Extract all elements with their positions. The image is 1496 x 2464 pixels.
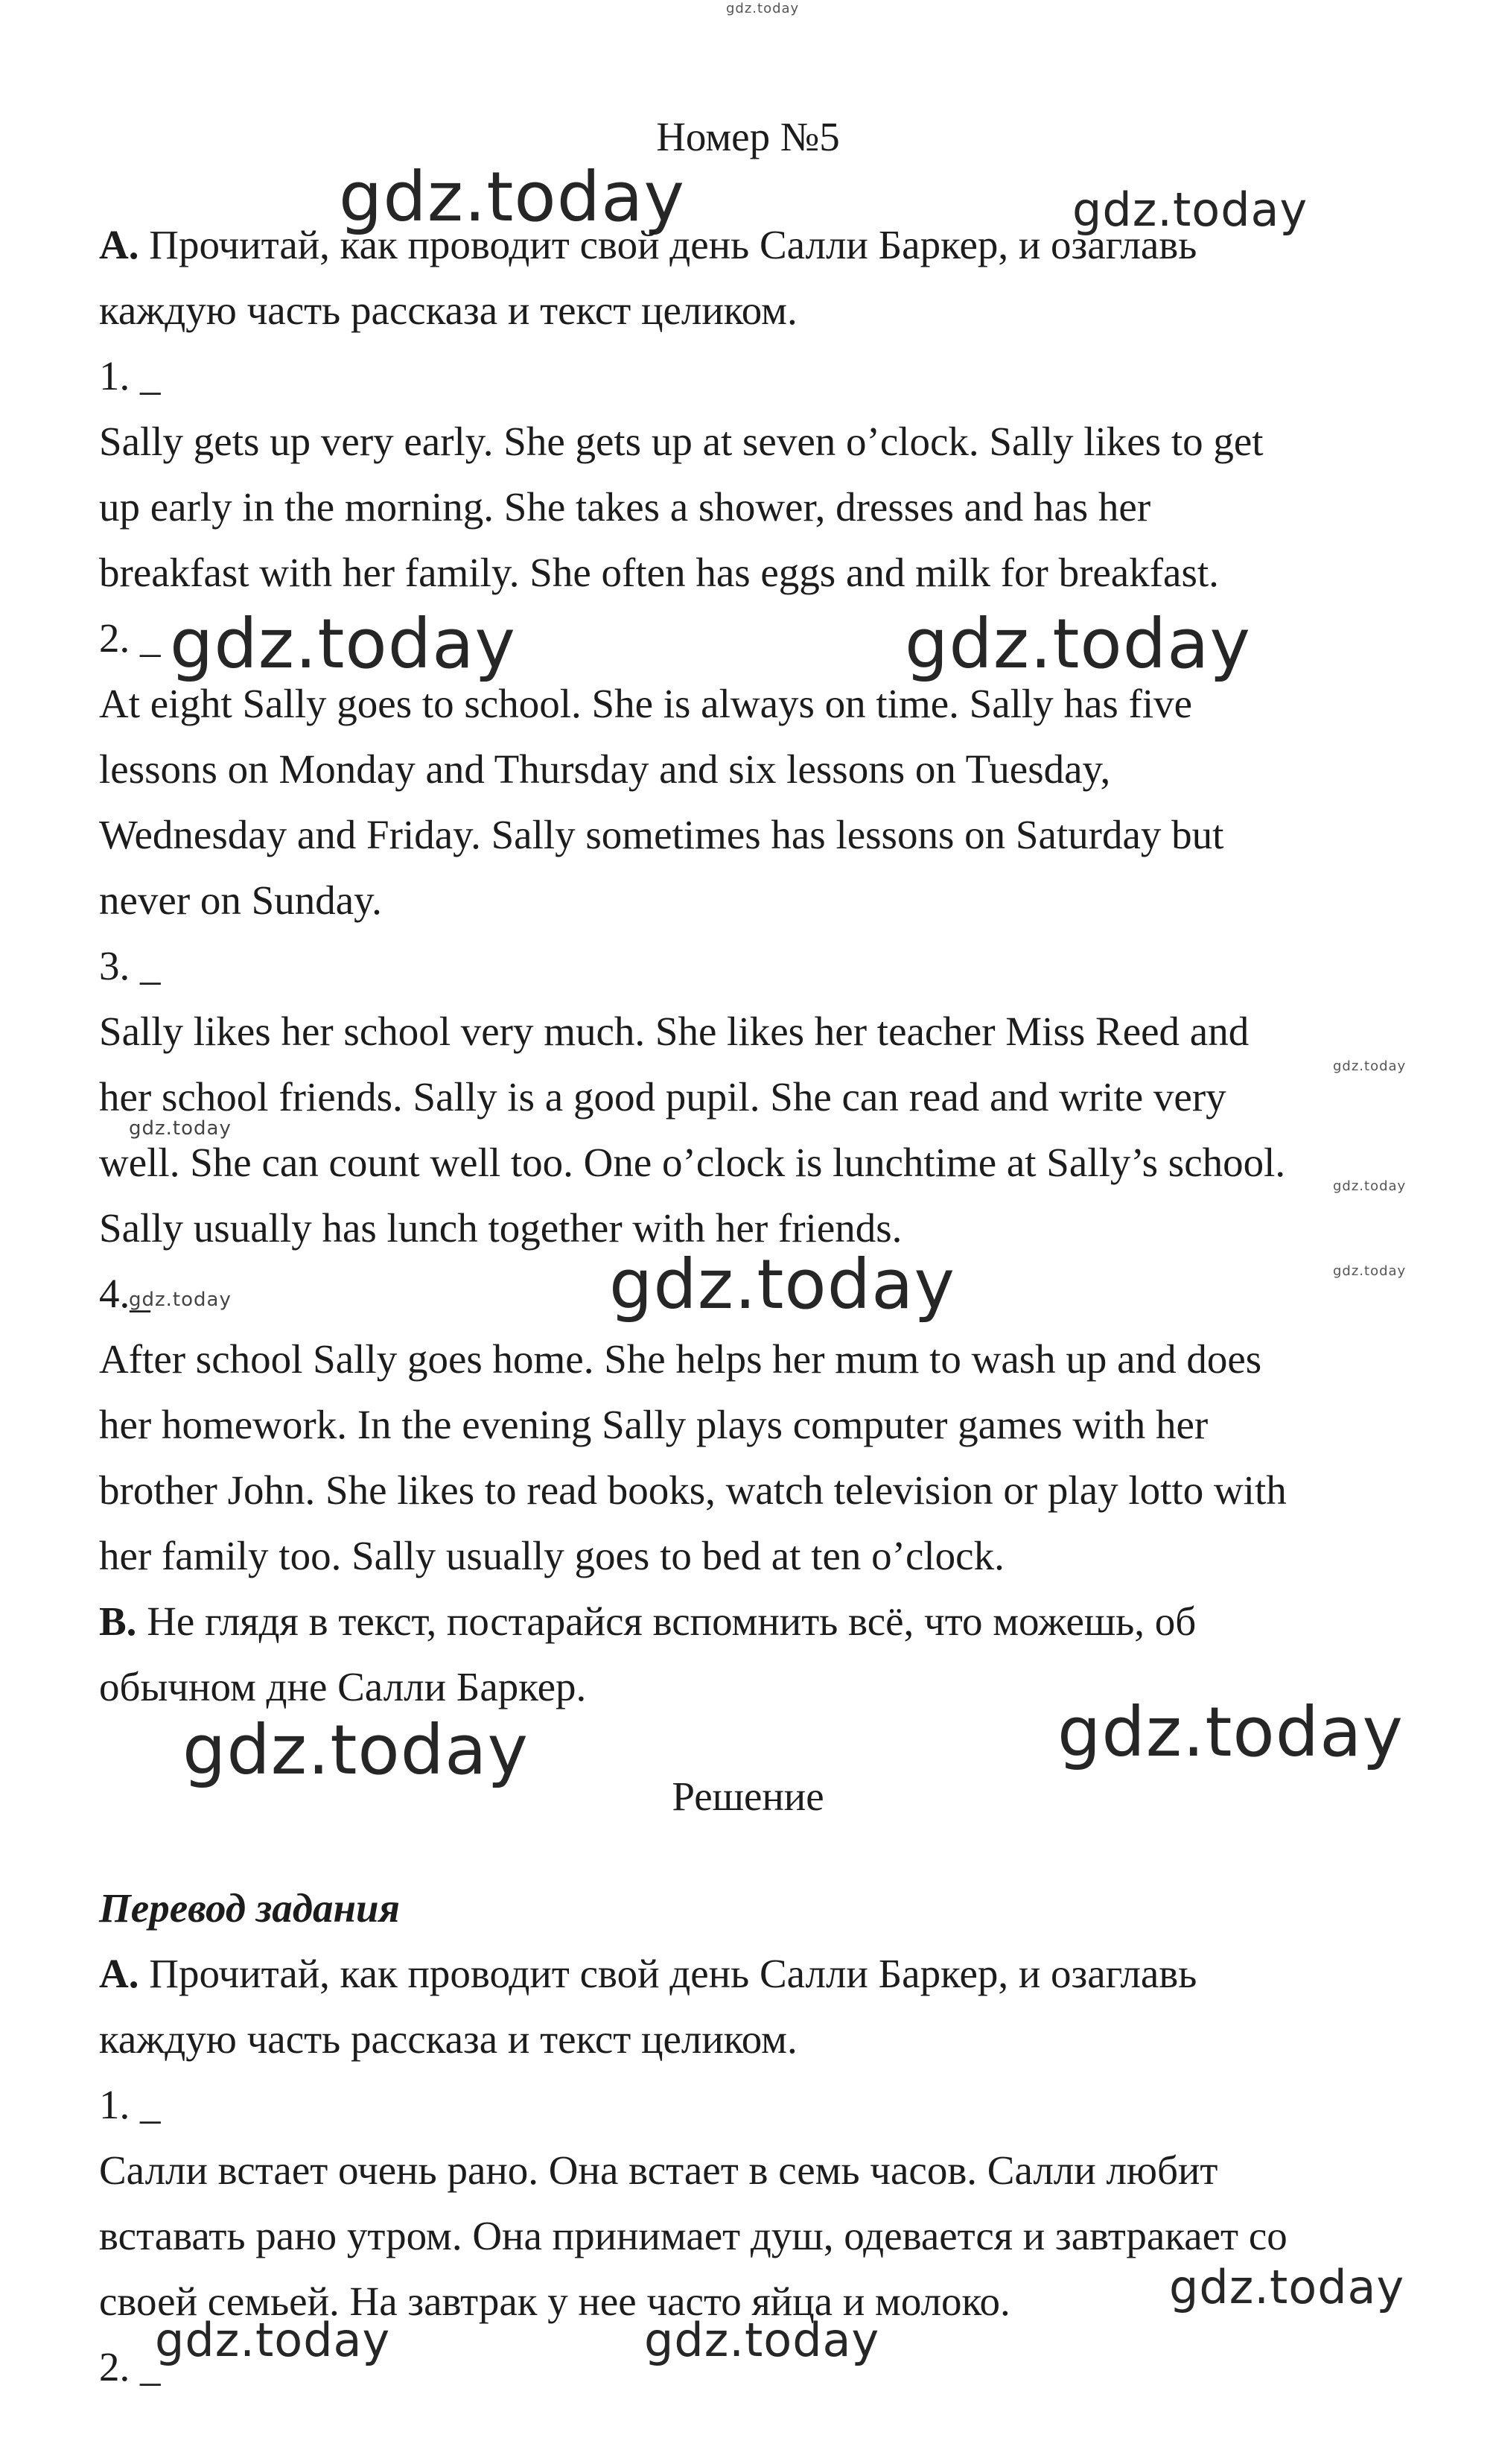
watermark-6: gdz.today [129, 1117, 232, 1140]
task-b-line-1 [99, 1598, 1196, 1645]
watermark-10: gdz.today [129, 1289, 232, 1311]
part-3-line-2: her school friends. Sally is a good pupil. She can read and write very [99, 1074, 1226, 1120]
task-b-line-2: обычном дне Салли Баркер. [99, 1664, 587, 1709]
part-3-line-1: Sally likes her school very much. She likes her teacher Miss Reed and [99, 1009, 1250, 1054]
part-2-line-1: At eight Sally goes to school. She is always on time. Sally has five [99, 681, 1193, 726]
watermark-13: gdz.today [1169, 2260, 1405, 2314]
watermark-8: gdz.today [609, 1245, 955, 1324]
watermark-11: gdz.today [1057, 1692, 1404, 1772]
translation-part-1-number: 1. _ [99, 2082, 161, 2127]
part-2-line-4: never on Sunday. [99, 877, 382, 923]
part-3-line-3: well. She can count well too. One o’clock is lunchtime at Sally’s school. [99, 1140, 1286, 1185]
part-3-number: 3. _ [99, 943, 161, 988]
watermark-14: gdz.today [155, 2313, 391, 2367]
part-1-line-3: breakfast with her family. She often has eggs and milk for breakfast. [99, 550, 1219, 595]
watermark-7: gdz.today [1333, 1178, 1407, 1194]
part-4-line-1: After school Sally goes home. She helps her mum to wash up and does [99, 1336, 1262, 1382]
page-title: Номер №5 [656, 114, 840, 159]
watermark-top-tiny: gdz.today [726, 1, 800, 16]
part-2-number: 2. _ [99, 615, 161, 661]
part-4-number: 4._ [99, 1271, 150, 1316]
task-a-line-1 [99, 221, 1197, 269]
part-4-line-4: her family too. Sally usually goes to bed at ten o’clock. [99, 1533, 1005, 1578]
translation-task-a-text-1: Прочитай, как проводит свой день Салли Баркер, и озаглавь [149, 1951, 1197, 1996]
watermark-12: gdz.today [182, 1710, 529, 1790]
task-a-line-2: каждую часть рассказа и текст целиком. [99, 288, 798, 333]
translation-part-2-number: 2. _ [99, 2344, 161, 2390]
task-a-label: A. [99, 222, 139, 267]
part-4-line-2: her homework. In the evening Sally plays computer games with her [99, 1402, 1209, 1447]
solution-heading: Решение [672, 1774, 824, 1819]
part-1-line-1: Sally gets up very early. She gets up at seven o’clock. Sally likes to get [99, 419, 1264, 464]
watermark-15: gdz.today [644, 2313, 880, 2367]
translation-part-1-line-2: вставать рано утром. Она принимает душ, одевается и завтракает со [99, 2213, 1287, 2258]
watermark-5: gdz.today [1333, 1058, 1407, 1074]
watermark-4: gdz.today [905, 604, 1251, 684]
task-b-text-1: Не глядя в текст, постарайся вспомнить всё, что можешь, об [147, 1598, 1197, 1644]
watermark-3: gdz.today [170, 604, 516, 684]
part-1-number: 1. _ [99, 353, 161, 399]
part-2-line-2: lessons on Monday and Thursday and six lessons on Tuesday, [99, 746, 1111, 792]
translation-part-1-line-1: Салли встает очень рано. Она встает в семь часов. Салли любит [99, 2147, 1218, 2193]
part-3-line-4: Sally usually has lunch together with her friends. [99, 1205, 903, 1251]
watermark-1: gdz.today [339, 157, 685, 237]
part-2-line-3: Wednesday and Friday. Sally sometimes has lessons on Saturday but [99, 812, 1224, 857]
translation-task-a-line-1 [99, 1950, 1197, 1998]
task-b-label: B. [99, 1598, 137, 1644]
watermark-9: gdz.today [1333, 1263, 1407, 1279]
translation-heading: Перевод задания [99, 1885, 400, 1931]
task-a-text-1: Прочитай, как проводит свой день Салли Баркер, и озаглавь [149, 222, 1197, 267]
part-4-line-3: brother John. She likes to read books, watch television or play lotto with [99, 1467, 1287, 1513]
watermark-2: gdz.today [1072, 182, 1308, 237]
translation-part-1-line-3: своей семьей. На завтрак у нее часто яйца и молоко. [99, 2279, 1010, 2324]
part-1-line-2: up early in the morning. She takes a shower, dresses and has her [99, 484, 1151, 530]
translation-task-a-line-2: каждую часть рассказа и текст целиком. [99, 2016, 798, 2062]
translation-task-a-label: А. [99, 1951, 139, 1996]
